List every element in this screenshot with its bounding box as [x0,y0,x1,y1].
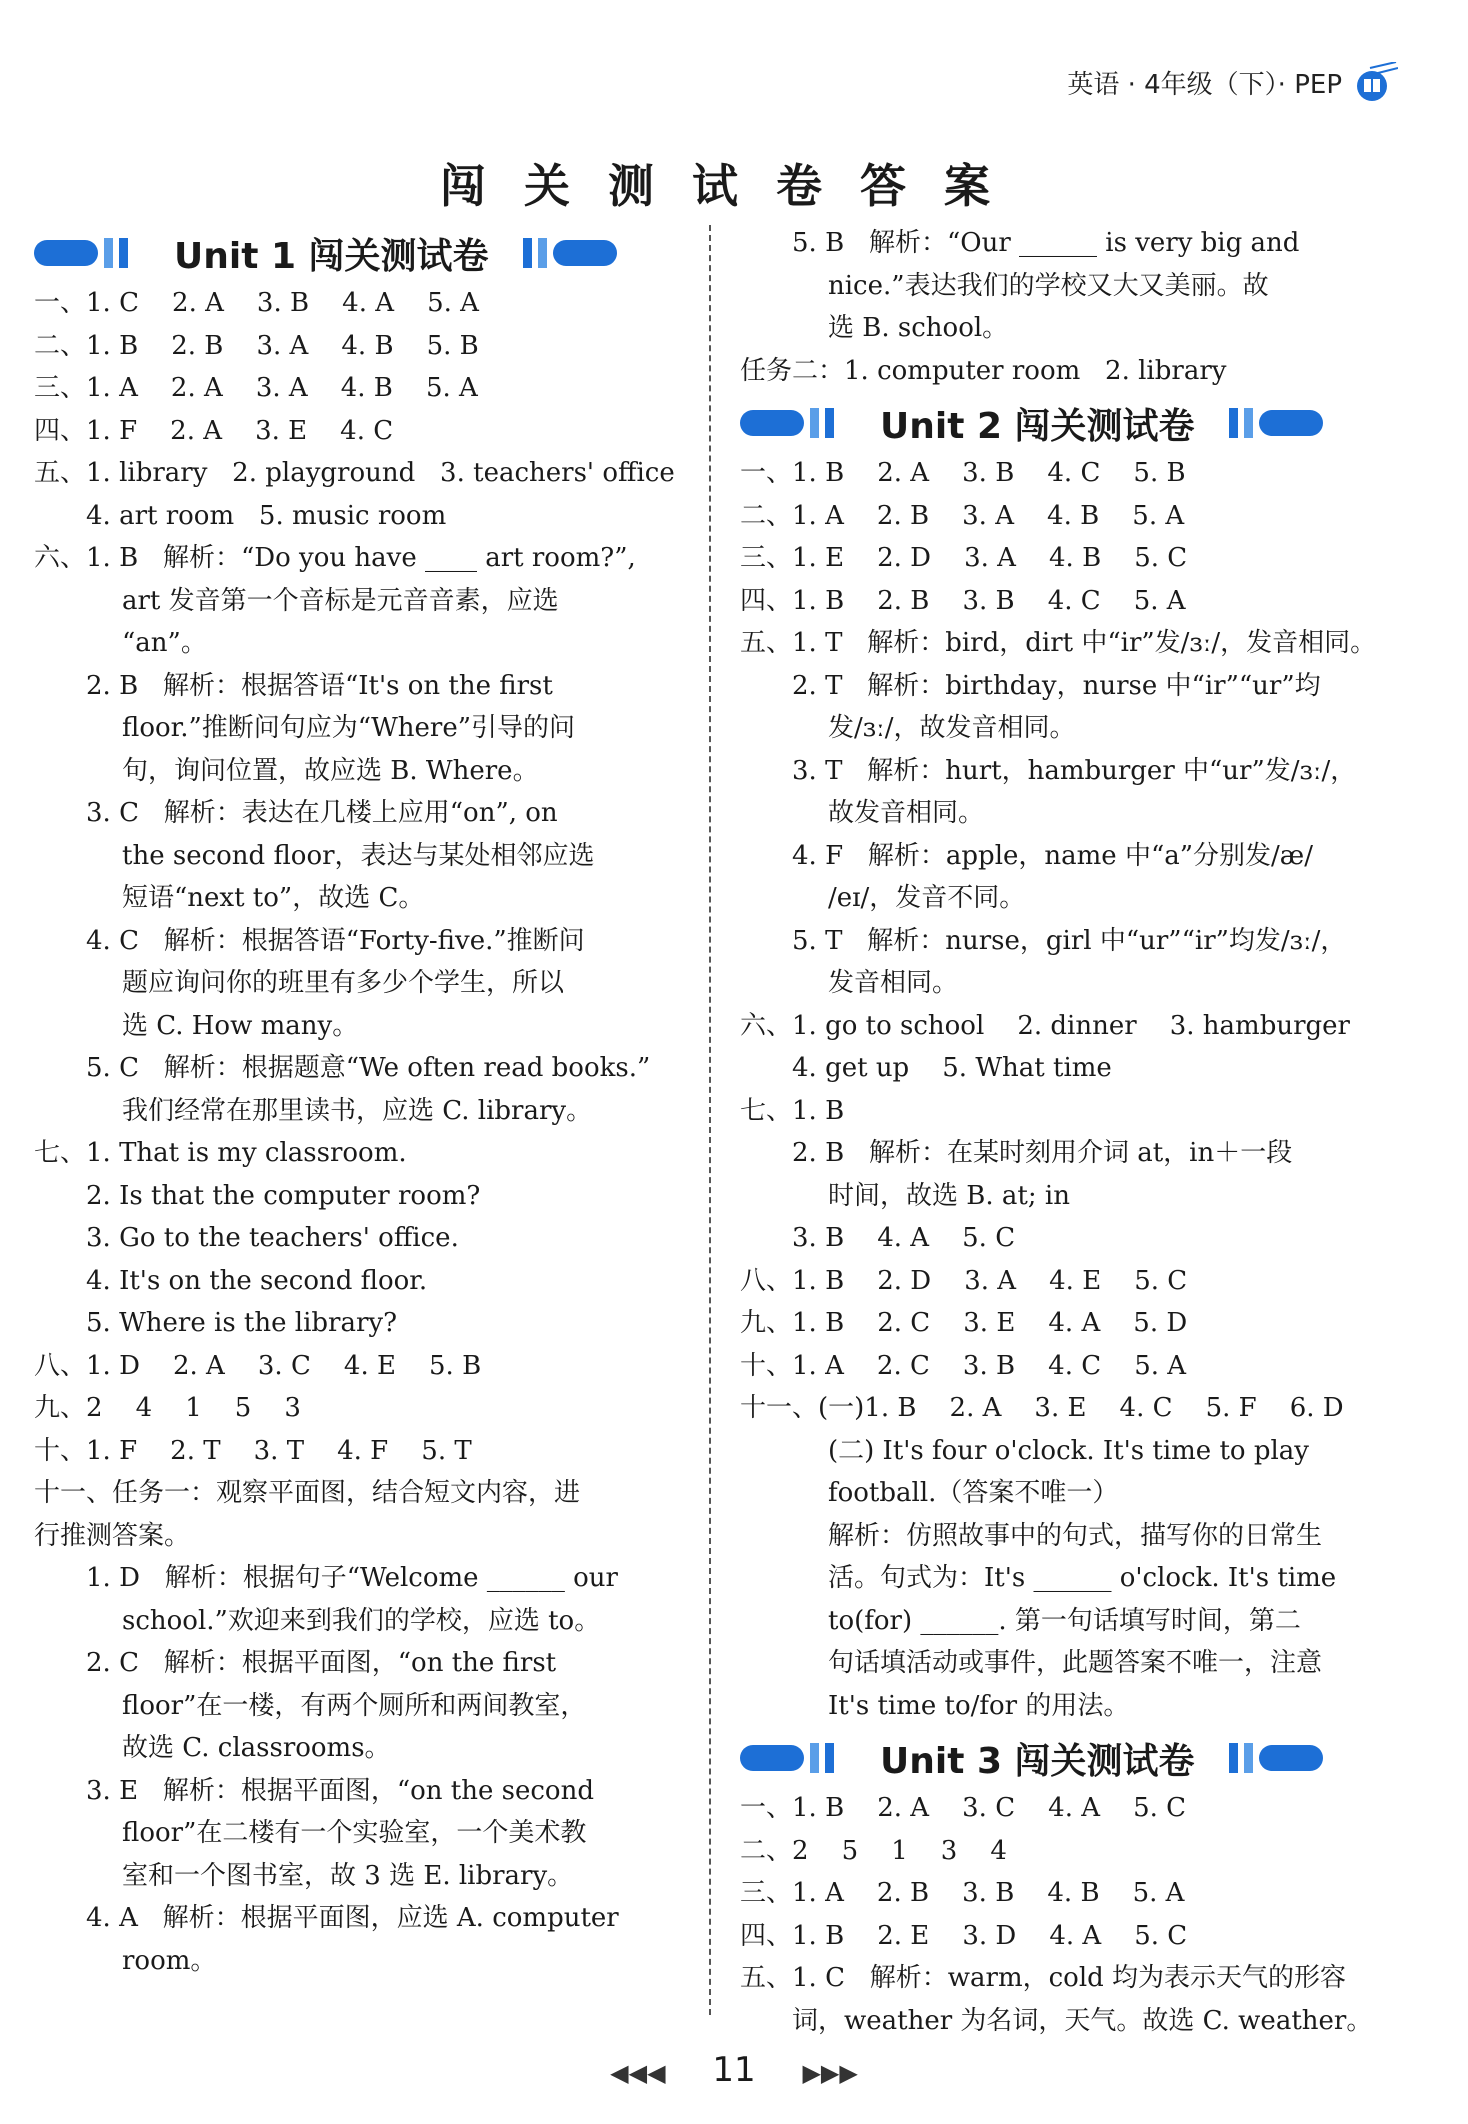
answer-line: “an”。 [122,628,207,658]
answer-line: 我们经常在那里读书，应选 C. library。 [122,1095,593,1126]
unit-1-title: Unit 1 闯关测试卷 [174,235,489,277]
answer-line: 词，weather 为名词，天气。故选 C. weather。 [792,2005,1373,2036]
answer-line: 发音相同。 [828,968,959,998]
answer-line: nice.”表达我们的学校又大又美丽。故 [828,270,1269,301]
unit-3-heading [740,1731,1380,1785]
answer-line: 3. B 4. A 5. C [792,1223,1016,1253]
answer-line: 六、1. B 解析：“Do you have ____ art room?”, [34,543,636,573]
answer-line: 任务二：1. computer room 2. library [740,355,1227,386]
heading-decoration-right [1229,408,1323,438]
unit-3-title: Unit 3 闯关测试卷 [880,1740,1195,1782]
answer-line: 活。句式为：It's ______ o'clock. It's time [828,1563,1337,1593]
answer-line: 2. B 解析：在某时刻用介词 at，in＋一段 [792,1138,1293,1168]
answer-line: 5. Where is the library? [86,1308,398,1338]
answer-line: 九、2 4 1 5 3 [34,1393,301,1423]
left-column [34,222,674,1982]
page-title: 闯关测试卷答案 [440,159,1028,213]
answer-line: 2. C 解析：根据平面图，“on the first [86,1648,557,1678]
answer-line: 六、1. go to school 2. dinner 3. hamburger [740,1010,1350,1041]
unit-3-answers [740,1787,1380,2042]
answer-line: floor.”推断问句应为“Where”引导的问 [122,713,576,743]
answer-line: 5. T 解析：nurse，girl 中“ur”“ir”均发/ɜː/， [792,925,1347,956]
answer-line: 十、1. A 2. C 3. B 4. C 5. A [740,1350,1187,1381]
answer-line: 短语“next to”，故选 C。 [122,883,425,913]
answer-line: 五、1. T 解析：bird，dirt 中“ir”发/ɜː/，发音相同。 [740,628,1377,658]
heading-decoration-right [1229,1743,1323,1773]
answer-line: 3. C 解析：表达在几楼上应用“on”, on [86,798,558,828]
right-column [740,222,1380,2042]
answer-line: school.”欢迎来到我们的学校，应选 to。 [122,1605,601,1636]
answer-line: It's time to/for 的用法。 [828,1690,1130,1721]
answer-line: football.（答案不唯一） [828,1478,1119,1508]
answer-line: 三、1. A 2. B 3. B 4. B 5. A [740,1878,1185,1908]
unit-2-heading [740,396,1380,450]
answer-line: 故发音相同。 [828,798,985,828]
unit-2-answers [740,452,1380,1727]
book-icon [1352,62,1398,102]
answer-line: 选 C. How many。 [122,1010,359,1041]
answer-line: 句话填活动或事件，此题答案不唯一，注意 [828,1648,1323,1678]
answer-line: 3. T 解析：hurt，hamburger 中“ur”发/ɜː/， [792,755,1357,786]
next-arrows-icon: ▶▶▶ [802,2059,858,2087]
answer-line: 4. get up 5. What time [792,1053,1112,1083]
answer-line: 行推测答案。 [34,1520,191,1551]
answer-line: 4. art room 5. music room [86,500,447,531]
answer-line: the second floor，表达与某处相邻应选 [122,840,595,871]
answer-line: 二、2 5 1 3 4 [740,1835,1007,1866]
answer-line: 七、1. That is my classroom. [34,1138,407,1168]
answer-line: floor”在二楼有一个实验室，一个美术教 [122,1818,587,1848]
answer-line: 选 B. school。 [828,313,1009,343]
answer-line: floor”在一楼，有两个厕所和两间教室， [122,1690,587,1721]
answer-line: 三、1. E 2. D 3. A 4. B 5. C [740,543,1188,573]
heading-decoration-left [740,1743,834,1773]
answer-line: 八、1. B 2. D 3. A 4. E 5. C [740,1265,1188,1296]
answer-line: (二) It's four o'clock. It's time to play [828,1435,1309,1466]
answer-line: 七、1. B [740,1095,845,1126]
answer-line: 四、1. B 2. B 3. B 4. C 5. A [740,585,1186,616]
answer-line: 一、1. B 2. A 3. B 4. C 5. B [740,458,1186,488]
answer-line: 一、1. C 2. A 3. B 4. A 5. A [34,288,479,318]
answer-line: 八、1. D 2. A 3. C 4. E 5. B [34,1350,482,1381]
page-header [1067,62,1398,102]
answer-line: 十、1. F 2. T 3. T 4. F 5. T [34,1435,472,1466]
answer-line: art 发音第一个音标是元音音素，应选 [122,585,559,616]
answer-line: 2. B 解析：根据答语“It's on the first [86,670,553,701]
answer-line: 解析：仿照故事中的句式，描写你的日常生 [828,1520,1323,1551]
column-divider [709,225,711,2015]
page-footer [0,2050,1468,2090]
unit-2-title: Unit 2 闯关测试卷 [880,405,1195,447]
answer-line: 二、1. A 2. B 3. A 4. B 5. A [740,500,1185,531]
answer-line: 二、1. B 2. B 3. A 4. B 5. B [34,330,479,361]
answer-line: 2. T 解析：birthday，nurse 中“ir”“ur”均 [792,670,1321,701]
prev-arrows-icon: ◀◀◀ [610,2059,666,2087]
answer-line: 时间，故选 B. at; in [828,1180,1070,1211]
answer-line: 3. Go to the teachers' office. [86,1223,459,1253]
unit-1-answers-continued [740,222,1380,392]
answer-line: 十一、(一)1. B 2. A 3. E 4. C 5. F 6. D [740,1393,1344,1423]
answer-line: 2. Is that the computer room? [86,1180,481,1211]
answer-line: 4. F 解析：apple，name 中“a”分别发/æ/ [792,840,1313,871]
answer-line: 句，询问位置，故应选 B. Where。 [122,755,539,786]
answer-line: 九、1. B 2. C 3. E 4. A 5. D [740,1308,1188,1338]
unit-1-answers [34,282,674,1982]
answer-line: 故选 C. classrooms。 [122,1733,391,1763]
answer-line: 五、1. C 解析：warm，cold 均为表示天气的形容 [740,1963,1347,1993]
answer-line: 5. B 解析：“Our ______ is very big and [792,228,1300,258]
answer-line: 十一、任务一：观察平面图，结合短文内容，进 [34,1478,581,1508]
answer-line: 四、1. B 2. E 3. D 4. A 5. C [740,1920,1188,1951]
subject-label: 英语 · 4年级（下）· PEP [1067,69,1342,100]
answer-line: 1. D 解析：根据句子“Welcome ______ our [86,1563,618,1593]
answer-line: 五、1. library 2. playground 3. teachers' office [34,458,675,488]
answer-line: 4. It's on the second floor. [86,1265,428,1296]
answer-line: room。 [122,1945,217,1976]
answer-line: 发/ɜː/，故发音相同。 [828,713,1076,743]
answer-line: 4. A 解析：根据平面图，应选 A. computer [86,1903,619,1933]
page-number: 11 [712,2050,756,2090]
answer-line: 题应询问你的班里有多少个学生，所以 [122,968,565,998]
answer-line: 3. E 解析：根据平面图，“on the second [86,1775,594,1806]
answer-line: 四、1. F 2. A 3. E 4. C [34,415,394,446]
heading-decoration-left [740,408,834,438]
answer-line: to(for) ______. 第一句话填写时间，第二 [828,1605,1301,1636]
answer-line: 5. C 解析：根据题意“We often read books.” [86,1053,651,1083]
answer-line: /eɪ/，发音不同。 [828,883,1026,913]
answer-line: 三、1. A 2. A 3. A 4. B 5. A [34,373,478,403]
heading-decoration-right [523,238,617,268]
answer-line: 一、1. B 2. A 3. C 4. A 5. C [740,1793,1187,1823]
heading-decoration-left [34,238,128,268]
unit-1-heading [34,226,674,280]
answer-line: 室和一个图书室，故 3 选 E. library。 [122,1860,574,1891]
answer-line: 4. C 解析：根据答语“Forty-five.”推断问 [86,925,585,956]
